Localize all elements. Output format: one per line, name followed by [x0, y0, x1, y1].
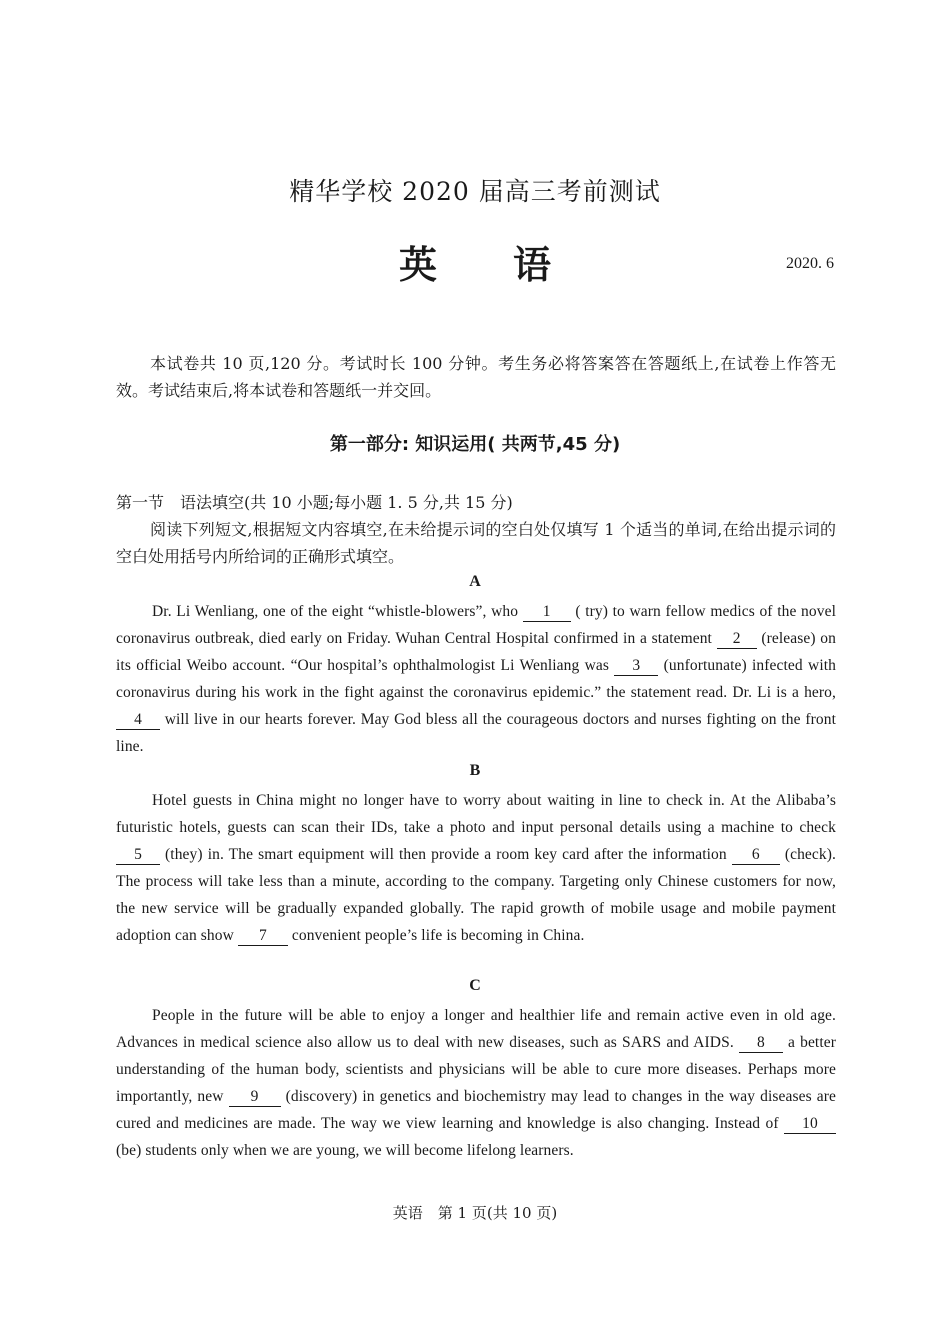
blank-6[interactable]: 6 [732, 846, 780, 865]
blank-2[interactable]: 2 [717, 630, 757, 649]
passage-text: (check). The process will take less than a minute, according to the company. Targeting only Chinese customers for now, the new service will be gradually expanded globally. The rapid growth of mobile usage and mobile payment adoption can show [116, 846, 836, 944]
passage-b [116, 787, 836, 949]
blank-10[interactable]: 10 [784, 1115, 836, 1134]
passage-text: Hotel guests in China might no longer have to worry about waiting in line to check in. At the Alibaba’s futuristic hotels, guests can scan their IDs, take a photo and input personal details using a machine to check [116, 792, 836, 836]
subject-title: 英 语 [398, 242, 551, 287]
blank-5[interactable]: 5 [116, 846, 160, 865]
passage-text: Dr. Li Wenliang, one of the eight “whistle-blowers”, who [152, 603, 523, 620]
blank-1[interactable]: 1 [523, 603, 571, 622]
passage-text: (discovery) in genetics and biochemistry may lead to changes in the way diseases are cured and medicines are made. The way we view learning and knowledge is also changing. Instead of [116, 1088, 836, 1132]
section-title: 第一节 语法填空(共 10 小题;每小题 1. 5 分,共 15 分) [116, 493, 513, 512]
part-title: 第一部分: 知识运用( 共两节,45 分) [329, 434, 621, 455]
passage-text: will live in our hearts forever. May God bless all the courageous doctors and nurses fighting on the front line. [116, 711, 836, 755]
passage-text: convenient people’s life is becoming in China. [287, 927, 585, 944]
passage-text: ( try) to warn fellow medics of the novel coronavirus outbreak, died early on Friday. Wuhan Central Hospital confirmed in a statement [116, 603, 836, 647]
exam-instructions: 本试卷共 10 页,120 分。考试时长 100 分钟。考生务必将答案答在答题纸上,在试卷上作答无效。考试结束后,将本试卷和答题纸一并交回。 [116, 354, 836, 400]
passage-label-b: B [469, 762, 481, 779]
passage-text: (release) on its official Weibo account. “Our hospital’s ophthalmologist Li Wenliang was [116, 630, 836, 674]
passage-text: a better understanding of the human body, scientists and physicians will be able to cure more diseases. Perhaps more importantly, new [116, 1034, 836, 1105]
passage-a [116, 598, 836, 760]
passage-text: People in the future will be able to enjoy a longer and healthier life and remain active even in old age. Advances in medical science also allow us to deal with new diseases, such as SARS and AIDS. [116, 1007, 836, 1051]
school-title: 精华学校 2020 届高三考前测试 [289, 177, 661, 206]
passage-label-a: A [469, 573, 481, 590]
passage-text: (unfortunate) infected with coronavirus during his work in the fight against the coronavirus epidemic.” the statement read. Dr. Li is a hero, [116, 657, 836, 701]
passage-label-c: C [469, 977, 481, 994]
section-instruction: 阅读下列短文,根据短文内容填空,在未给提示词的空白处仅填写 1 个适当的单词,在给出提示词的空白处用括号内所给词的正确形式填空。 [116, 520, 836, 566]
blank-9[interactable]: 9 [229, 1088, 281, 1107]
passage-text: (be) students only when we are young, we will become lifelong learners. [116, 1142, 574, 1159]
blank-4[interactable]: 4 [116, 711, 160, 730]
blank-7[interactable]: 7 [238, 927, 288, 946]
passage-text: (they) in. The smart equipment will then provide a room key card after the information [160, 846, 732, 863]
page-footer: 英语 第 1 页(共 10 页) [392, 1204, 558, 1222]
exam-date: 2020. 6 [786, 255, 834, 272]
blank-3[interactable]: 3 [614, 657, 658, 676]
blank-8[interactable]: 8 [739, 1034, 783, 1053]
passage-c [116, 1002, 836, 1164]
